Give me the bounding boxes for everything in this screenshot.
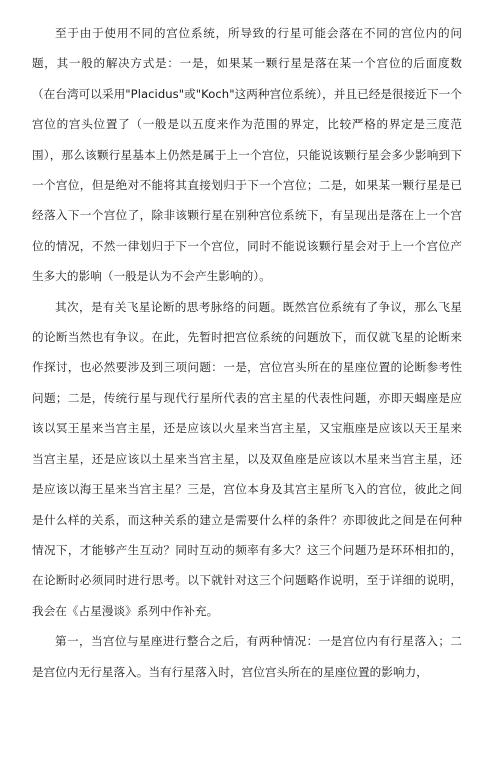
- paragraph-house-system-resolution: 至于由于使用不同的宫位系统，所导致的行星可能会落在不同的宫位内的问题，其一般的解决方式是：一是，如果某一颗行星是落在某一个宫位的后面度数（在台湾可以采用"Placidus"或"Koch"这两种宫位系统），并且已经是很接近下一个宫位的宫头位置了（一般是以五度来作为范围的界定，比较严格的界定是三度范围），那么该颗行星基本上仍然是属于上一个宫位，只能说该颗行星会多少影响到下一个宫位，但是绝对不能将其直接划归于下一个宫位；二是，如果某一颗行星是已经落入下一个宫位了，除非该颗行星在别种宫位系统下，有呈现出是落在上一个宫位的情况，不然一律划归于下一个宫位，同时不能说该颗行星会对于上一个宫位产生多大的影响（一般是认为不会产生影响的）。: [32, 26, 462, 284]
- paragraph-flying-star-analysis: 其次，是有关飞星论断的思考脉络的问题。既然宫位系统有了争议，那么飞星的论断当然也有争议。在此，先暂时把宫位系统的问题放下，而仅就飞星的论断来作探讨，也必然要涉及到三项问题：一是，宫位宫头所在的星座位置的论断参考性问题；二是，传统行星与现代行星所代表的宫主星的代表性问题，亦即天蝎座是应该以冥王星来当宫主星，还是应该以火星来当宫主星，又宝瓶座是应该以天王星来当宫主星，还是应该以土星来当宫主星，以及双鱼座是应该以木星来当宫主星，还是应该以海王星来当宫主星？三是，宫位本身及其宫主星所飞入的宫位，彼此之间是什么样的关系，而这种关系的建立是需要什么样的条件？亦即彼此之间是在何种情况下，才能够产生互动？同时互动的频率有多大？这三个问题乃是环环相扣的，在论断时必须同时进行思考。以下就针对这三个问题略作说明，至于详细的说明，我会在《占星漫谈》系列中作补充。: [32, 299, 462, 618]
- document-page: [32, 18, 462, 687]
- paragraph-house-sign-integration: 第一，当宫位与星座进行整合之后，有两种情况：一是宫位内有行星落入；二是宫位内无行星落入。当有行星落入时，宫位宫头所在的星座位置的影响力，: [32, 634, 462, 679]
